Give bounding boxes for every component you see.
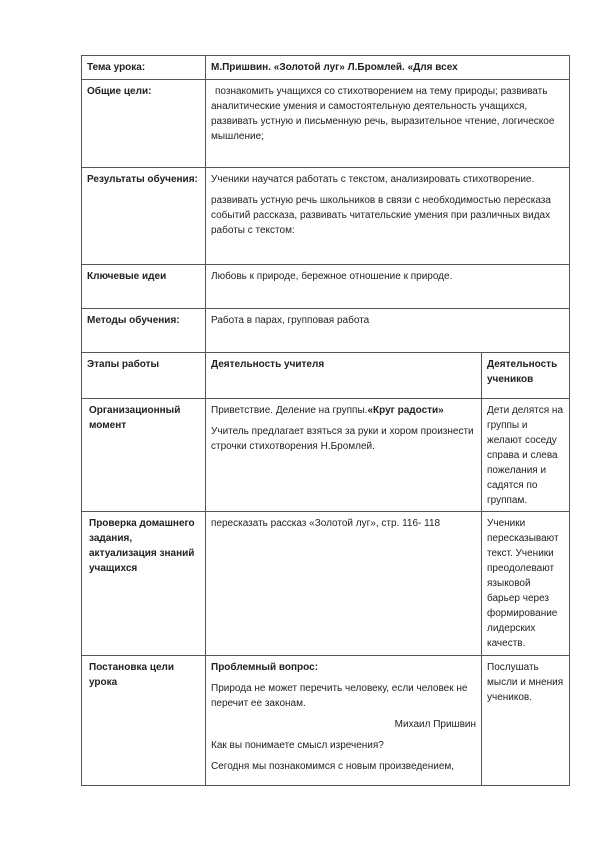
- org-teacher-paragraph-2: Учитель предлагает взяться за руки и хором произнести строчки стихотворения Н.Бромлей.: [211, 426, 474, 452]
- row-homework: [82, 512, 570, 656]
- goals-text: познакомить учащихся со стихотворением на тему природы; развивать аналитические умения и самостоятельную деятельность учащихся, развивать устную и письменную речь, выразительное чтение, логическое мышление;: [211, 86, 555, 142]
- org-teacher-text: Приветствие. Деление на группы.: [211, 405, 368, 416]
- row-goals: [82, 80, 570, 168]
- goals-value: [206, 80, 570, 168]
- goal-setting-students: Послушать мысли и мнения учеников.: [482, 656, 570, 786]
- quote-author: Михаил Пришвин: [394, 719, 476, 730]
- goal-setting-label: Постановка цели урока: [82, 656, 206, 786]
- results-value: [206, 168, 570, 265]
- problem-question-label: Проблемный вопрос:: [211, 662, 319, 673]
- goals-label: Общие цели:: [82, 80, 206, 168]
- results-paragraph-1: Ученики научатся работать с текстом, анализировать стихотворение.: [211, 174, 535, 185]
- org-label: Организационный момент: [82, 399, 206, 512]
- row-headers: [82, 353, 570, 399]
- row-goal-setting: [82, 656, 570, 786]
- header-stages: Этапы работы: [82, 353, 206, 399]
- goal-setting-teacher: [206, 656, 482, 786]
- prishvin-quote: Природа не может перечить человеку, если человек не перечит ее законам.: [211, 683, 468, 709]
- org-students: Дети делятся на группы и желают соседу справа и слева пожелания и садятся по группам.: [482, 399, 570, 512]
- topic-value: М.Пришвин. «Золотой луг» Л.Бромлей. «Для всех: [206, 56, 570, 80]
- methods-label: Методы обучения:: [82, 309, 206, 353]
- row-topic: [82, 56, 570, 80]
- row-methods: [82, 309, 570, 353]
- meaning-question: Как вы понимаете смысл изречения?: [211, 740, 384, 751]
- lesson-intro: Сегодня мы познакомимся с новым произведением,: [211, 761, 455, 772]
- org-teacher-paragraph-1: [211, 403, 476, 418]
- org-teacher: [206, 399, 482, 512]
- header-teacher: Деятельность учителя: [206, 353, 482, 399]
- row-org: [82, 399, 570, 512]
- org-game-name: «Круг радости»: [367, 405, 444, 416]
- key-ideas-value: Любовь к природе, бережное отношение к природе.: [206, 265, 570, 309]
- results-paragraph-2: развивать устную речь школьников в связи с необходимостью пересказа событий рассказа, развивать читательские умения при различных видах работы с текстом:: [211, 195, 551, 236]
- row-key-ideas: [82, 265, 570, 309]
- homework-students: Ученики пересказывают текст. Ученики преодолевают языковой барьер через формирование лидерских качеств.: [482, 512, 570, 656]
- homework-label: Проверка домашнего задания, актуализация знаний учащихся: [82, 512, 206, 656]
- topic-label: Тема урока:: [82, 56, 206, 80]
- header-students: Деятельность учеников: [482, 353, 570, 399]
- lesson-plan-table: [81, 55, 570, 786]
- row-results: [82, 168, 570, 265]
- results-label: Результаты обучения:: [82, 168, 206, 265]
- methods-value: Работа в парах, групповая работа: [206, 309, 570, 353]
- homework-teacher: пересказать рассказ «Золотой луг», стр. 116- 118: [206, 512, 482, 656]
- key-ideas-label: Ключевые идеи: [82, 265, 206, 309]
